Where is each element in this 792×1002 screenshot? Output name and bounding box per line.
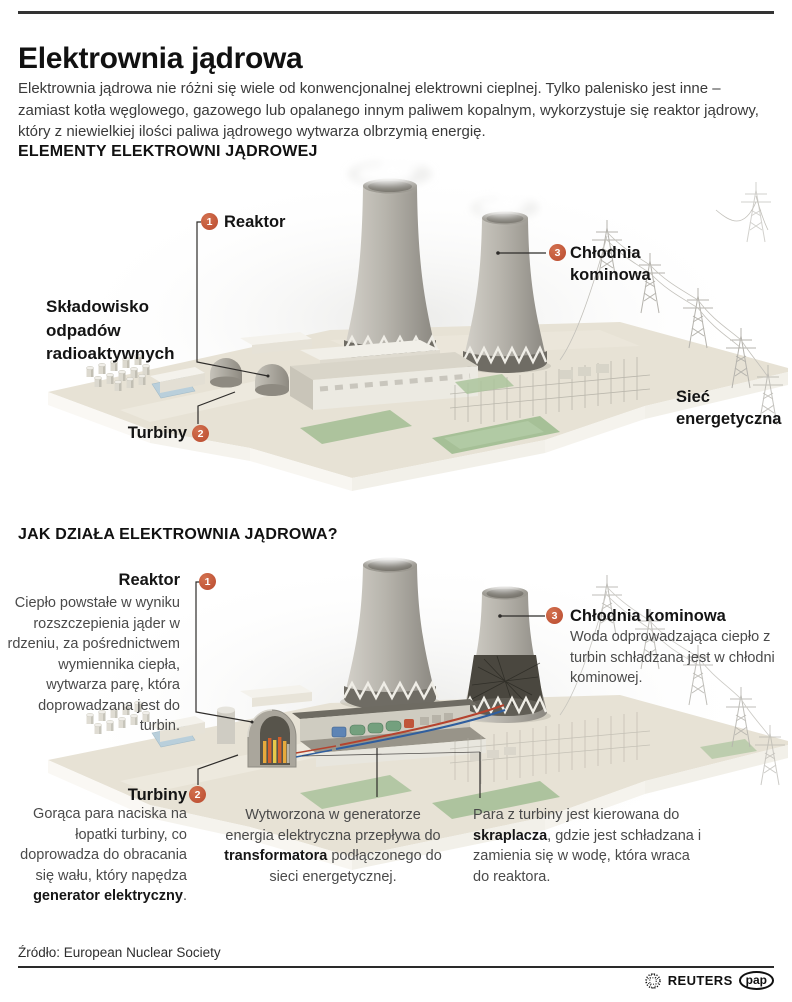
how-reaktor-title: Reaktor	[118, 571, 180, 589]
step-badge-turbiny: 2	[189, 786, 206, 803]
top-divider	[18, 11, 774, 14]
skraplacz-body-bold: skraplacza	[473, 827, 548, 844]
how-transformator-body	[224, 805, 442, 887]
turbiny-body-pre: Gorąca para naciska na łopatki turbiny, co doprowadza do obracania się wału, który napędza	[20, 806, 187, 884]
step-badge-reaktor: 1	[201, 213, 218, 230]
skraplacz-body-post: , gdzie jest schładzana i zamienia się w wodę, która wraca do reaktora.	[473, 827, 702, 885]
step-badge-reaktor: 1	[199, 573, 216, 590]
section-elements-heading: ELEMENTY ELEKTROWNI JĄDROWEJ	[18, 143, 318, 160]
step-badge-chlodnia: 3	[546, 607, 563, 624]
label-skladowisko: Składowisko odpadów radioaktywnych	[46, 297, 175, 363]
step-badge-turbiny: 2	[192, 425, 209, 442]
how-turbiny-body	[6, 804, 187, 907]
intro-paragraph: Elektrownia jądrowa nie różni się wiele od konwencjonalnej elektrowni cieplnej. Tylko palenisko jest inne – zamiast kotła węglowego, gazowego lub opalanego innym paliwem kopalnym, wykorzystuje się reaktor jądrowy, który z niewielkiej ilości paliwa jądrowego wytwarza olbrzymią energię.	[18, 80, 759, 140]
turbiny-body-post: .	[182, 888, 187, 904]
skraplacz-body-pre: Para z turbiny jest kierowana do	[473, 807, 680, 823]
label-turbiny: Turbiny	[127, 424, 187, 442]
how-turbiny-title: Turbiny	[127, 786, 187, 804]
transformator-body-post: podłączonego do sieci energetycznej.	[269, 848, 442, 885]
label-reaktor: Reaktor	[224, 213, 286, 231]
how-chlodnia-title: Chłodnia kominowa	[570, 607, 726, 625]
turbiny-body-bold: generator elektryczny	[33, 888, 183, 904]
reuters-logo: REUTERS	[667, 973, 733, 988]
how-skraplacz-body	[473, 805, 705, 887]
reuters-sphere-icon	[644, 972, 662, 990]
steam	[348, 157, 432, 187]
label-siec-energetyczna: Sieć energetyczna	[676, 388, 782, 428]
section-how-heading: JAK DZIAŁA ELEKTROWNIA JĄDROWA?	[18, 526, 338, 543]
reactor-dome-cutaway	[248, 710, 296, 767]
how-chlodnia-body: Woda odprowadzająca ciepło z turbin schładzana jest w chłodni kominowej.	[570, 629, 775, 686]
transformator-body-bold: transformatora	[224, 848, 328, 864]
transformator-body-pre: Wytworzona w generatorze energia elektryczna przepływa do	[225, 807, 441, 844]
footer-divider	[18, 966, 774, 968]
pap-logo: pap	[739, 971, 774, 990]
source-credit: Źródło: European Nuclear Society	[18, 945, 221, 960]
step-badge-chlodnia: 3	[549, 244, 566, 261]
how-reaktor-body: Ciepło powstałe w wyniku rozszczepienia jąder w rdzeniu, za pośrednictwem wymiennika ciepła, wytwarza parę, która doprowadzana jest do turbin.	[7, 595, 180, 734]
agency-logos	[644, 971, 774, 990]
page-title: Elektrownia jądrowa	[18, 42, 303, 76]
label-chlodnia: Chłodnia kominowa	[570, 244, 651, 284]
